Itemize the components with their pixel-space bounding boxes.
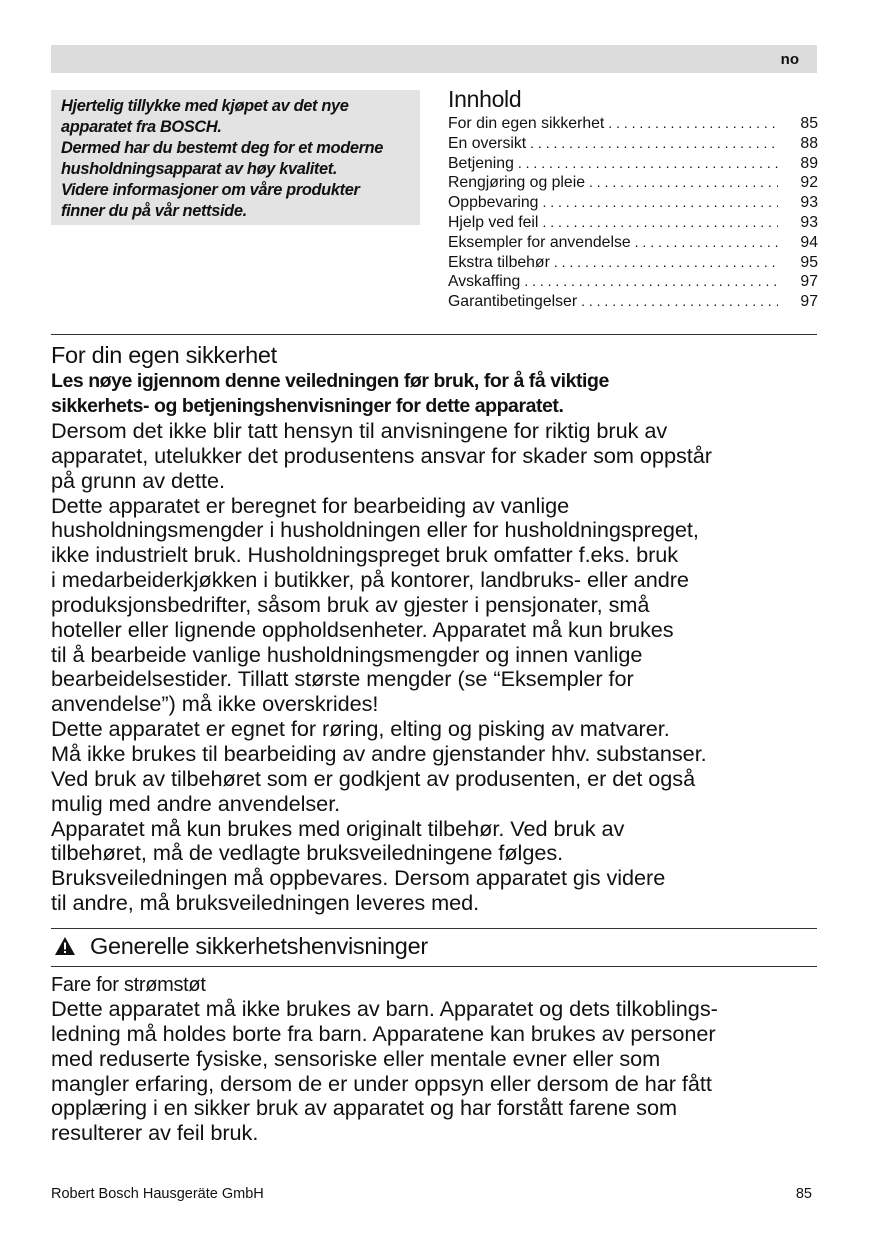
language-bar [51,45,817,73]
section-divider [51,928,817,929]
toc-entry[interactable] [448,114,818,134]
toc-leader-dots [542,213,778,233]
safety-body-line: mulig med andre anvendelser. [51,790,341,816]
general-body-line: Dette apparatet må ikke brukes av barn. Apparatet og dets tilkoblings- [51,996,718,1021]
safety-body-line: Må ikke brukes til bearbeiding av andre gjenstander hhv. substanser. [51,740,707,766]
safety-body-line: på grunn av dette. [51,467,225,493]
toc-entry-page: 97 [800,293,818,311]
toc-leader-dots [589,173,778,193]
safety-body-line: Bruksveiledningen må oppbevares. Dersom apparatet gis videre [51,865,666,891]
general-body-line: med reduserte fysiske, sensoriske eller mentale evner eller som [51,1045,661,1071]
toc-entry-page: 92 [800,174,818,192]
toc-entry-label: Oppbevaring [448,194,539,212]
toc-entry-page: 85 [800,115,818,132]
general-title-row [51,932,826,960]
toc-entry-label: For din egen sikkerhet [448,115,605,132]
safety-body-line: tilbehøret, må de vedlagte bruksveiledningene følges. [51,840,564,866]
welcome-box [51,90,420,225]
warning-icon [54,936,76,956]
toc-leader-dots [635,233,778,253]
safety-lead-line: sikkerhets- og betjeningshenvisninger for dette apparatet. [51,395,564,417]
safety-body-line: apparatet, utelukker det produsentens ansvar for skader som oppstår [51,442,712,468]
welcome-line: husholdningsapparat av høy kvalitet. [61,160,338,178]
toc-leader-dots [554,253,778,273]
safety-body-line: hoteller eller lignende oppholdsenheter. Apparatet må kun brukes [51,616,674,642]
general-heading-row [51,932,826,960]
toc-leader-dots [524,272,778,292]
toc-entry[interactable] [448,292,818,312]
toc-leader-dots [518,154,778,174]
safety-body-line: Apparatet må kun brukes med originalt tilbehør. Ved bruk av [51,815,625,841]
toc-entry-label: En oversikt [448,134,527,152]
toc-entry-label: Hjelp ved feil [448,213,539,231]
safety-body-line: ikke industrielt bruk. Husholdningspreget bruk omfatter f.eks. bruk [51,542,679,568]
general-title: Generelle sikkerhetshenvisninger [90,933,428,959]
safety-body-line: Ved bruk av tilbehøret som er godkjent av produsenten, er det også [51,765,696,791]
safety-body-line: bearbeidelsestider. Tillatt største mengder (se “Eksempler for [51,666,634,692]
toc-entry[interactable] [448,272,818,292]
safety-body-line: Dette apparatet er beregnet for bearbeiding av vanlige [51,492,570,518]
toc-entry[interactable] [448,154,818,174]
toc-leader-dots [530,134,778,154]
welcome-line: apparatet fra BOSCH. [61,118,222,136]
safety-body-line: til å bearbeide vanlige husholdningsmengder og innen vanlige [51,641,643,667]
toc-entry-page: 88 [800,134,818,152]
section-divider [51,334,817,335]
toc-leader-dots [608,114,778,134]
welcome-line: finner du på vår nettside. [61,202,247,220]
toc-entry[interactable] [448,233,818,253]
safety-body-line: i medarbeiderkjøkken i butikker, på kontorer, landbruks- eller andre [51,567,689,593]
language-code: no [780,51,799,68]
toc-entry-page: 89 [800,154,818,172]
toc-entry-page: 95 [800,253,818,271]
safety-body-line: produksjonsbedrifter, såsom bruk av gjester i pensjonater, små [51,591,650,617]
footer-company: Robert Bosch Hausgeräte GmbH [51,1186,264,1202]
safety-section [51,341,826,916]
toc-entry-label: Rengjøring og pleie [448,174,585,192]
toc-title: Innhold [448,86,522,112]
footer-page-number: 85 [795,1186,812,1202]
safety-title: For din egen sikkerhet [51,342,277,368]
general-body-line: resulterer av feil bruk. [51,1120,259,1146]
general-subtitle: Fare for strømstøt [51,974,206,996]
toc-entry-page: 93 [800,213,818,231]
safety-body-line: husholdningsmengder i husholdningen eller for husholdningspreget, [51,517,699,543]
general-body-line: mangler erfaring, dersom de er under oppsyn eller dersom de har fått [51,1070,712,1096]
safety-lead-line: Les nøye igjennom denne veiledningen før bruk, for å få viktige [51,370,609,392]
general-section [51,973,826,1146]
table-of-contents [448,84,818,312]
toc-entry-page: 94 [800,233,818,251]
safety-body-line: til andre, må bruksveiledningen leveres med. [51,890,480,916]
general-body-line: ledning må holdes borte fra barn. Apparatene kan brukes av personer [51,1020,716,1046]
toc-entry-page: 93 [800,194,818,212]
toc-entry-label: Eksempler for anvendelse [448,233,631,251]
toc-entry-label: Garantibetingelser [448,293,578,311]
section-divider [51,966,817,967]
toc-leader-dots [581,292,778,312]
toc-entry[interactable] [448,193,818,213]
toc-entry-label: Avskaffing [448,273,521,291]
toc-entry[interactable] [448,134,818,154]
welcome-line: Dermed har du bestemt deg for et moderne [61,139,384,157]
welcome-line: Hjertelig tillykke med kjøpet av det nye [61,97,349,115]
toc-entry[interactable] [448,173,818,193]
welcome-line: Videre informasjoner om våre produkter [61,181,360,199]
toc-entry-label: Betjening [448,154,514,172]
toc-entry[interactable] [448,253,818,273]
toc-leader-dots [542,193,778,213]
general-body-line: opplæring i en sikker bruk av apparatet og har forstått farene som [51,1095,677,1121]
safety-body-line: anvendelse”) må ikke overskrides! [51,691,379,717]
toc-entry[interactable] [448,213,818,233]
toc-entry-page: 97 [800,273,818,291]
safety-body-line: Dette apparatet er egnet for røring, elting og pisking av matvarer. [51,716,670,742]
safety-body-line: Dersom det ikke blir tatt hensyn til anvisningene for riktig bruk av [51,418,668,443]
toc-entry-label: Ekstra tilbehør [448,253,550,271]
